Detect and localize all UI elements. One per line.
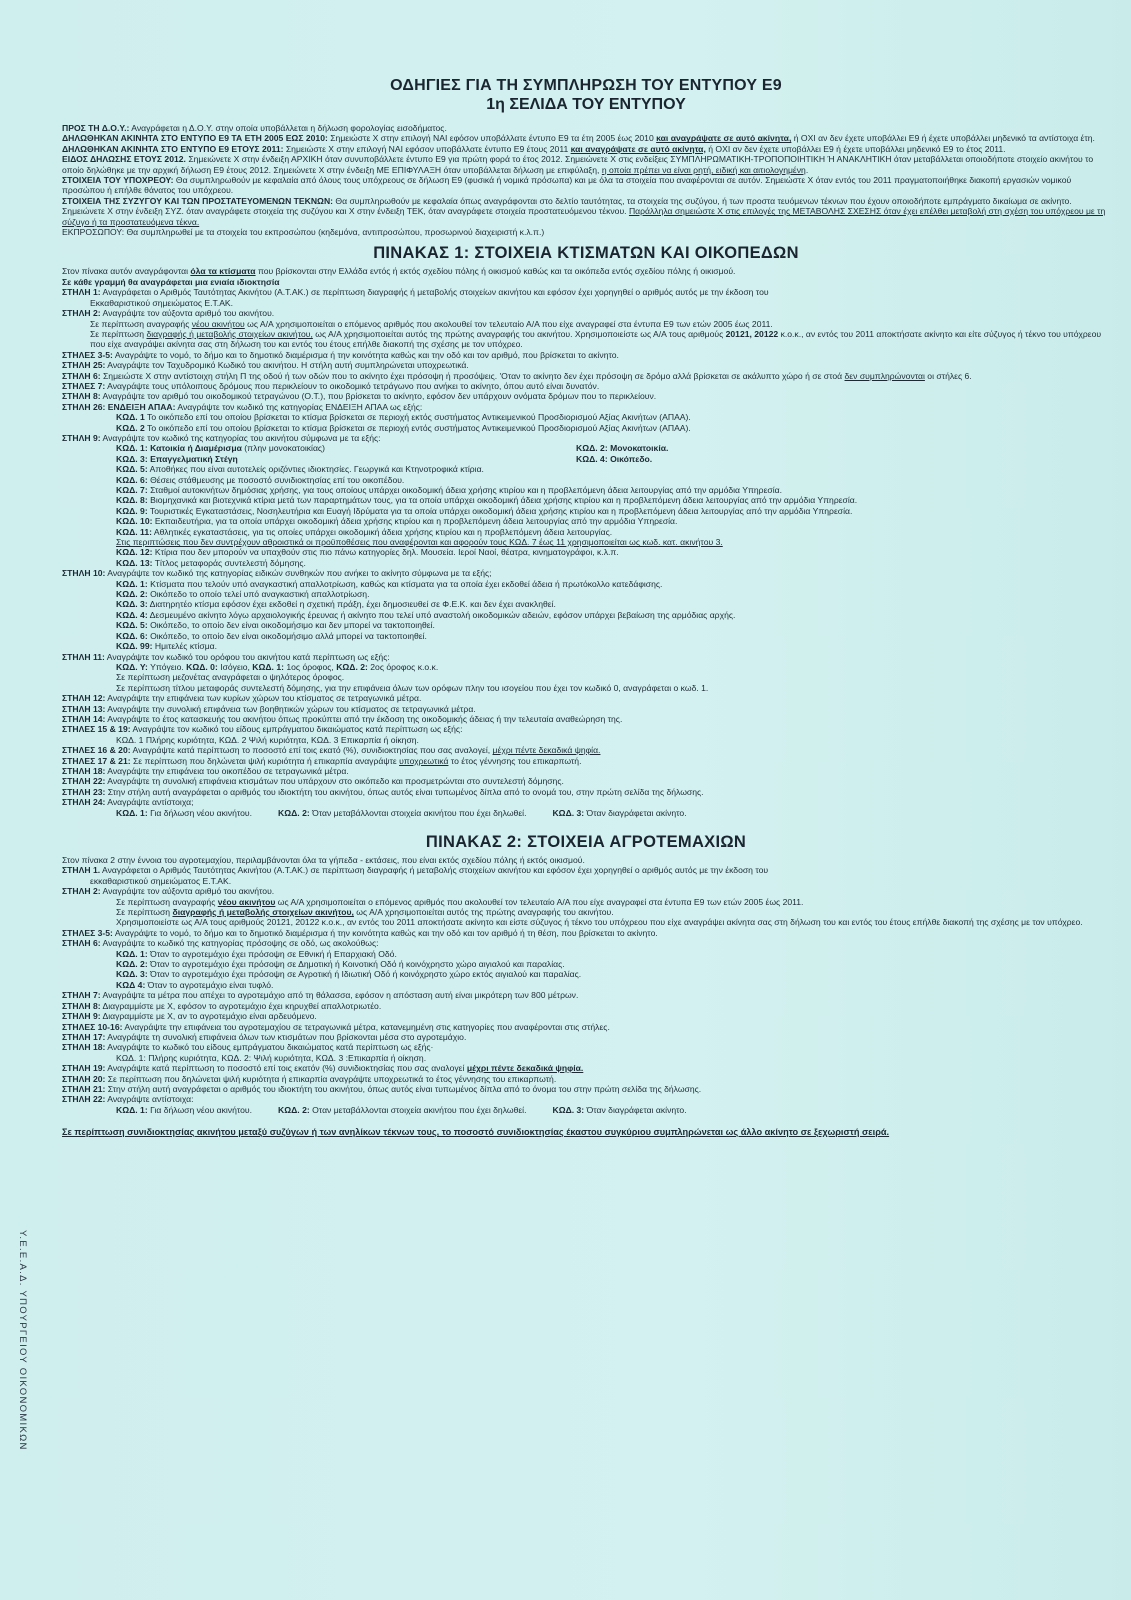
text: νέου ακινήτου (217, 896, 276, 907)
intro-tail: . (805, 164, 809, 175)
code-line: ΚΩΔ. 1: Πλήρης κυριότητα, ΚΩΔ. 2: Ψιλή κυριότητα, ΚΩΔ. 3 :Επικαρπία ή οίκηση. (116, 1052, 427, 1063)
column-instruction-cont: Εκκαθαριστικού σημειώματος Ε.Τ.ΑΚ. (90, 297, 234, 308)
code-line (62, 641, 1110, 651)
text: Διατηρητέο κτίσμα εφόσον έχει εκδοθεί η σχετική πράξη, έχει δημοσιευθεί σε Φ.Ε.Κ. και δεν έχει ανακληθεί. (147, 599, 556, 610)
column-instruction (62, 990, 1110, 1000)
code-pair-right: ΚΩΔ. 2: Μονοκατοικία. (576, 443, 669, 454)
column-instruction (62, 287, 1110, 297)
intro-paragraph (62, 144, 1110, 154)
code-label: ΚΩΔ 4: (116, 979, 146, 990)
column-lead: ΣΤΗΛΗ 18: (62, 765, 106, 776)
text: Αναγράψτε τον κωδικό της κατηγορίας του ακινήτου σύμφωνα με τα εξής: (100, 432, 381, 443)
column-instruction (62, 886, 1110, 896)
text: οι στήλες 6. (924, 370, 972, 381)
text: Τίτλος μεταφοράς συντελεστή δόμησης. (152, 557, 306, 568)
intro-underlined: και αναγράψατε σε αυτό ακίνητα, (570, 143, 706, 154)
intro-lead: ΠΡΟΣ ΤΗ Δ.Ο.Υ.: (62, 123, 130, 133)
text: Στον πίνακα αυτόν αναγράφονται (62, 266, 191, 277)
code-line (62, 506, 1110, 516)
code-line (62, 969, 1110, 979)
text: Αναγράψτε τον κωδικό του είδους εμπράγματου δικαιώματος κατά περίπτωση ως εξής: (130, 724, 463, 735)
text: Αναγράψτε τον κωδικό της κατηγορίας ειδικών συνθηκών που ανήκει το ακίνητο σύμφωνα με τα εξής; (105, 568, 492, 579)
code-line (62, 412, 1110, 422)
intro-paragraph (62, 123, 1110, 133)
table2-intro: Στον πίνακα 2 στην έννοια του αγροτεμαχίου, περιλαμβάνονται όλα τα γήπεδα - εκτάσεις, που είναι εκτός σχεδίου πόλης ή εκτός οικισμού. (62, 855, 585, 865)
column-instruction (62, 724, 1110, 734)
column-instruction (62, 1032, 1110, 1042)
intro-lead: ΣΤΟΙΧΕΙΑ ΤΗΣ ΣΥΖΥΓΟΥ ΚΑΙ ΤΩΝ ΠΡΟΣΤΑΤΕΥΟΜΕΝΩΝ ΤΕΚΝΩΝ: (62, 195, 334, 206)
column-lead: ΣΤΗΛΗ 9: (62, 1011, 101, 1022)
intro-paragraph (62, 227, 1110, 237)
column-lead: ΣΤΗΛΗ 24: (62, 797, 106, 808)
column-lead: ΣΤΗΛΗ 7: (62, 990, 101, 1001)
column-lead: ΣΤΗΛΗ 11: (62, 651, 105, 662)
code-label: ΚΩΔ. 7: (116, 485, 148, 495)
text: Δεσμευμένο ακίνητο λόγω αρχαιολογικής έρευνας ή ακίνητο που τελεί υπό αναστολή οικοδομικών αδειών, εφόσον υπάρχει βεβαίωση της αρμόδιας αρχής. (147, 609, 736, 620)
column-lead: ΣΤΗΛΕΣ 10-16: (62, 1021, 123, 1032)
text: Οικόπεδο, το οποίο δεν είναι οικοδομήσιμο αλλά μπορεί να τακτοποιηθεί. (147, 630, 427, 641)
column-lead: ΣΤΗΛΕΣ 3-5: (62, 927, 113, 938)
code-pair-row (62, 443, 1110, 453)
column-instruction (62, 745, 1110, 755)
code-label: ΚΩΔ. 99: (116, 641, 153, 652)
column-lead: ΣΤΗΛΗ 14: (62, 713, 106, 724)
code-line (62, 485, 1110, 495)
column-instruction (62, 1074, 1110, 1084)
text: διαγραφής ή μεταβολής στοιχείων ακινήτου, (146, 328, 313, 339)
code-label: ΚΩΔ. 5: (116, 464, 148, 475)
intro-paragraph (62, 196, 1110, 227)
code-line (62, 631, 1110, 641)
column-lead: ΣΤΗΛΕΣ 15 & 19: (62, 724, 131, 735)
column-instruction (62, 350, 1110, 360)
text: Κτίρια που δεν μπορούν να υπαχθούν στις πιο πάνω κατηγορίες δηλ. Μουσεία. Ιεροί Ναοί, θέατρα, κινηματογράφοι, κ.λ.π. (152, 547, 619, 558)
table1-heading: ΠΙΝΑΚΑΣ 1: ΣΤΟΙΧΕΙΑ ΚΤΙΣΜΑΤΩΝ ΚΑΙ ΟΙΚΟΠΕΔΩΝ (373, 244, 799, 263)
instructions-content (62, 76, 1110, 1139)
column-instruction (62, 1001, 1110, 1011)
column-instruction-cont (62, 907, 1110, 917)
column-lead: ΣΤΗΛΗ 17: (62, 1031, 106, 1042)
code-line (62, 464, 1110, 474)
text: Αναγράψτε τη συνολική επιφάνεια κτισμάτων που υπάρχουν στο οικόπεδο και προσμετρώνται στο συντελεστή δόμησης. (105, 776, 564, 787)
text: Αναγράψτε τον κωδικό της κατηγορίας ΕΝΔΕΙΞΗ ΑΠΑΑ ως εξής: (175, 401, 423, 412)
column-lead: ΣΤΗΛΗ 1. (62, 865, 101, 876)
code-label: ΚΩΔ. 10: (116, 516, 153, 527)
code-row (62, 808, 1110, 818)
code-line (62, 959, 1110, 969)
column-instruction (62, 714, 1110, 724)
text: Αναγράψτε κατά περίπτωση το ποσοστό επί τοις εκατό (%), συνιδιοκτησίας που σας αναλογεί, (130, 745, 493, 756)
code-item (552, 808, 686, 818)
code-label: ΚΩΔ. 3: (116, 599, 148, 610)
intro-text: Θα συμπληρωθούν με κεφαλαία όπως αναγράφονται στο δελτίο ταυτότητας, τα στοιχεία της συζύγου, ή των προστα τευόμενων τέκνων που έχουν οποιοδήποτε εμπράγματο δικαίωμα σε ακίνητο. Σημειώνετε Χ στην ένδειξη ΣΥΖ. όταν αναγράφετε στοιχεία της συζύγου και Χ στην ένδειξη ΤΕΚ, όταν αναγράφετε στοιχεία προστατευόμενου τέκνου. (62, 195, 1072, 217)
column-instruction (62, 1011, 1110, 1021)
code-pair-left (116, 443, 576, 453)
text: Αναγράψτε την επιφάνεια των κυρίων χώρων του κτίσματος σε τετραγωνικά μέτρα. (105, 693, 422, 704)
text: Οταν μεταβάλλονται στοιχεία ακινήτου που έχει δηλωθεί. (309, 1104, 527, 1115)
code-line (62, 547, 1110, 557)
text: Σε περίπτωση αναγραφής (90, 318, 192, 329)
code-label: ΚΩΔ. 11: (116, 526, 152, 537)
code-line (62, 475, 1110, 485)
text: Διαγραμμίστε με Χ, εφόσον το αγροτεμάχιο έχει κηρυχθεί απαλλοτριωτέο. (100, 1000, 382, 1011)
column-instruction-cont: εκκαθαριστικού σημειώματος Ε.Τ.ΑΚ. (90, 875, 232, 886)
column-instruction (62, 1063, 1110, 1073)
column-instruction (62, 704, 1110, 714)
text: ως Α/Α χρησιμοποιείται ο επόμενος αριθμός που ακολουθεί τον τελευταίο Α/Α που είχε αναγραφεί στα έντυπα Ε9 των ετών 2005 έως 2011. (244, 318, 773, 329)
intro-text: ΕΚΠΡΟΣΩΠΟΥ: Θα συμπληρωθεί με τα στοιχεία του εκπροσώπου (κηδεμόνα, αντιπροσώπου, προσωρινού διαχειριστή κ.λ.π.) (62, 227, 545, 238)
text: Ισόγειο, (217, 661, 253, 672)
text: Αναγράψτε αντίστοιχα: (105, 1094, 194, 1105)
column-lead: ΣΤΗΛΗ 25: (62, 360, 106, 371)
code-row (62, 1105, 1110, 1115)
text: όλα τα κτίσματα (190, 266, 256, 277)
text: Βιομηχανικά και βιοτεχνικά κτίρια μετά των παραρτημάτων τους, για τα οποία υπάρχει οικοδομική άδεια χρήσης κτιρίου και η προβλεπόμενη άδεια λειτουργίας από την αρμόδια Υπηρεσία. (147, 495, 858, 506)
text: Υπόγειο. (147, 661, 187, 672)
text: διαγραφής ή μεταβολής στοιχείων ακινήτου, (172, 907, 354, 918)
final-note: Σε περίπτωση συνιδιοκτησίας ακινήτου μεταξύ συζύγων ή των ανηλίκων τέκνων τους, το ποσοστό συνιδιοκτησίας έκαστου συγκύριου συμπληρώνεται ως άλλο ακίνητο σε ξεχωριστή σειρά. (62, 1127, 890, 1138)
text: Όταν μεταβάλλονται στοιχεία ακινήτου που έχει δηλωθεί. (309, 807, 527, 818)
text: Αναγράψτε τον αριθμό του οικοδομικού τετραγώνου (Ο.Τ.), που βρίσκεται το ακίνητο, εφόσον δεν υπάρχουν ονόματα δρόμων που το περικλείουν. (100, 391, 657, 402)
column-lead: ΣΤΗΛΗ 8: (62, 1000, 101, 1011)
text: Τουριστικές Εγκαταστάσεις, Νοσηλευτήρια και Ευαγή Ιδρύματα για τα οποία υπάρχει οικοδομική άδεια χρήσης κτιρίου και η προβλεπόμενη άδεια λειτουργίας από την αρμόδια Υπηρεσία. (147, 505, 853, 516)
column-instruction (62, 360, 1110, 370)
intro-lead: ΔΗΛΩΘΗΚΑΝ ΑΚΙΝΗΤΑ ΣΤΟ ΕΝΤΥΠΟ Ε9 ΕΤΟΥΣ 2011: (62, 143, 284, 154)
text: Αναγράψτε τη συνολική επιφάνεια όλων των κτισμάτων που βρίσκονται μέσα στο αγροτεμάχιο. (105, 1031, 467, 1042)
text: Για δήλωση νέου ακινήτου. (147, 1104, 253, 1115)
intro-text: Σημειώστε Χ στην επιλογή ΝΑΙ εφόσον υποβάλλατε έντυπο Ε9 έτους 2011 (283, 143, 571, 154)
column-lead: ΣΤΗΛΗ 26: ΕΝΔΕΙΞΗ ΑΠΑΑ: (62, 401, 176, 412)
column-lead: ΣΤΗΛΗ 21: (62, 1083, 106, 1094)
code-label: ΚΩΔ. 1: (116, 948, 148, 959)
intro-text: Αναγράφεται η Δ.Ο.Υ. στην οποία υποβάλλεται η δήλωση φορολογίας εισοδήματος. (129, 123, 447, 133)
text: Στην στήλη αυτή αναγράφεται ο αριθμός του ιδιοκτήτη του ακινήτου, όπως αυτός είναι τυπωμένος δίπλα από το όνομα του στην πρώτη σελίδα της δήλωσης. (105, 1083, 702, 1094)
column-instruction (62, 381, 1110, 391)
text: Αναγράψτε την επιφάνεια του αγροτεμαχίου σε τετραγωνικά μέτρα, κατανεμημένη στις κατηγορίες που αναφέρονται στις στήλες. (122, 1021, 610, 1032)
page-title: ΟΔΗΓΙΕΣ ΓΙΑ ΤΗ ΣΥΜΠΛΗΡΩΣΗ ΤΟΥ ΕΝΤΥΠΟΥ Ε9 (390, 77, 782, 94)
text: που βρίσκονται στην Ελλάδα εντός ή εκτός σχεδίου πόλης ή οικισμού καθώς και τα οικόπεδα εντός σχεδίου πόλης ή οικισμού. (255, 266, 736, 277)
text: ως Α/Α χρησιμοποιείται αυτός της πρώτης αναγραφής του ακινήτου. (353, 907, 614, 918)
text: Ημιτελές κτίσμα. (152, 641, 218, 652)
text: Αναγράψτε την επιφάνεια του οικοπέδου σε τετραγωνικά μέτρα. (105, 765, 349, 776)
text: Το οικόπεδο επί του οποίου βρίσκεται το κτίσμα βρίσκεται σε περιοχή εκτός συστήματος Αντικειμενικού Προσδιορισμού Αξίας Ακινήτων (ΑΠΑΑ). (144, 412, 691, 423)
column-lead: ΣΤΗΛΗ 1: (62, 287, 101, 298)
intro-underlined: Παράλληλα σημειώστε Χ στις επιλογές της ΜΕΤΑΒΟΛΗΣ ΣΧΕΣΗΣ όταν έχει επέλθει μεταβολή στη σχέση του υπόχρεου με τη σύζυγο ή τα προστατευόμενα τέκνα. (62, 206, 1106, 227)
code-label: ΚΩΔ. 8: (116, 495, 148, 506)
code-line (62, 662, 1110, 672)
text: Αναγράψτε το νομό, το δήμο και το δημοτικό διαμέρισμα ή την κοινότητα καθώς και την οδό και τον αριθμό, που βρίσκεται το ακίνητο. (112, 349, 619, 360)
text: Σε περίπτωση (116, 907, 173, 918)
text: Διαγραμμίστε με Χ, αν το αγροτεμάχιο είναι αρδευόμενο. (100, 1011, 317, 1022)
code-label: ΚΩΔ. Υ: (116, 661, 148, 672)
column-instruction (62, 308, 1110, 318)
column-instruction (62, 1042, 1110, 1052)
code-line (62, 980, 1110, 990)
column-lead: ΣΤΗΛΕΣ 3-5: (62, 349, 113, 360)
text: Αναγράψτε τα μέτρα που απέχει το αγροτεμάχιο από τη θάλασσα, εφόσον η απόσταση αυτή είναι μικρότερη των 800 μέτρων. (100, 990, 579, 1001)
intro-paragraph (62, 154, 1110, 175)
column-lead: ΣΤΗΛΗ 2: (62, 308, 101, 319)
code-item (278, 1105, 526, 1115)
text: ως Α/Α χρησιμοποιείται αυτός της πρώτης αναγραφής του ακινήτου. Χρησιμοποιείστε ως Α/Α τους αριθμούς (312, 328, 726, 339)
column-lead: ΣΤΗΛΗ 18: (62, 1042, 106, 1053)
column-instruction-cont: Χρησιμοποιείστε ως Α/Α τους αριθμούς 20121, 20122 κ.ο.κ., αν εντός του 2011 αποκτήσατε ακίνητο και είστε σύζυγος ή τέκνο του υπόχρεου που είχε αναγράψει ακίνητα σας στη δήλωση του και εντός του έτους επήλθε διακοπή της σχέσης με τον υπόχρεο. (116, 917, 1083, 928)
intro-tail: ή ΟΧΙ αν δεν έχετε υποβάλλει Ε9 ή έχετε υποβάλλει μηδενικό Ε9 το έτος 2011. (705, 143, 1006, 154)
column-lead: ΣΤΗΛΗ 22: (62, 776, 106, 787)
text: 2ος όροφος κ.ο.κ. (367, 661, 439, 672)
column-lead: ΣΤΗΛΗ 6: (62, 370, 101, 381)
code-line (62, 599, 1110, 609)
column-instruction (62, 652, 1110, 662)
column-instruction (62, 433, 1110, 443)
column-instruction (62, 693, 1110, 703)
code-label: ΚΩΔ. 1: (252, 661, 284, 672)
code-label: ΚΩΔ. 12: (116, 547, 153, 558)
column-instruction (62, 928, 1110, 938)
column-lead: ΣΤΗΛΗ 10: (62, 568, 106, 579)
text: Αναγράψτε τον κωδικό του ορόφου του ακινήτου κατά περίπτωση ως εξής: (104, 651, 390, 662)
intro-text: Θα συμπληρωθούν με κεφαλαία από όλους τους υπόχρεους σε δήλωση Ε9 (φυσικά ή νομικά πρόσωπα) και με όλα τα στοιχεία που αναφέρονται σε αυτόν. Σημειώστε Χ όταν εντός του 2011 πραγματοποιήθηκε διακοπή εργασιών νομικού προσώπου ή επήλθε θάνατος του υπόχρεου. (62, 175, 1072, 196)
column-lead: ΣΤΗΛΗ 12: (62, 693, 106, 704)
column-instruction (62, 938, 1110, 948)
code-label: ΚΩΔ. 6: (116, 630, 148, 641)
code-pair-left: ΚΩΔ. 3: Επαγγελματική Στέγη (116, 453, 238, 464)
text: νέου ακινήτου (191, 318, 245, 329)
text: Αναγράψτε το έτος κατασκευής του ακινήτου όπως προκύπτει από την έκδοση της οικοδομικής άδειας ή την τελευταία αναθεώρηση της. (105, 713, 623, 724)
text: Αναγράψτε την συνολική επιφάνεια των βοηθητικών χώρων του κτίσματος σε τετραγωνικά μέτρα. (105, 703, 476, 714)
text: Σε περίπτωση αναγραφής (116, 896, 218, 907)
table2-section (62, 855, 1110, 1115)
text: (πλην μονοκατοικίας) (241, 443, 325, 454)
text: Αναγράφεται ο Αριθμός Ταυτότητας Ακινήτου (Α.Τ.ΑΚ.) σε περίπτωση διαγραφής ή μεταβολής στοιχείων ακινήτου και εφόσον έχει χορηγηθεί ο αριθμός αυτός με την έκδοση του (100, 865, 769, 876)
code-label: ΚΩΔ. 4: (116, 609, 148, 620)
text: Αναγράψτε τον αύξοντα αριθμό του ακινήτου. (100, 308, 275, 319)
text: Οικόπεδο, το οποίο δεν είναι οικοδομήσιμο και δεν μπορεί να τακτοποιηθεί. (147, 620, 435, 631)
intro-tail: ή ΟΧΙ αν δεν έχετε υποβάλλει Ε9 ή έχετε υποβάλλει μηδενικό τα αντίστοιχα έτη. (791, 133, 1095, 144)
code-label: ΚΩΔ. 2: (116, 959, 148, 970)
table1-intro (62, 266, 1110, 276)
column-instruction (62, 787, 1110, 797)
code-label: ΚΩΔ. 5: (116, 620, 148, 631)
table2-heading: ΠΙΝΑΚΑΣ 2: ΣΤΟΙΧΕΙΑ ΑΓΡΟΤΕΜΑΧΙΩΝ (425, 833, 747, 851)
column-instruction (62, 391, 1110, 401)
text: Το οικόπεδο επί του οποίου βρίσκεται το κτίσμα βρίσκεται σε περιοχή εντός συστήματος Αντικειμενικού Προσδιορισμού Αξίας Ακινήτων (ΑΠΑΑ). (144, 422, 691, 433)
code-line: ΚΩΔ. 1 Πλήρης κυριότητα, ΚΩΔ. 2 Ψιλή κυριότητα, ΚΩΔ. 3 Επικαρπία ή οίκηση. (116, 734, 419, 745)
column-instruction (62, 1022, 1110, 1032)
text: το έτος γέννησης του επικαρπωτή. (448, 755, 582, 766)
code-label: ΚΩΔ. 3: (116, 969, 148, 980)
column-lead: ΣΤΗΛΗ 13: (62, 703, 106, 714)
text: Αναγράψτε το νομό, το δήμο και το δημοτικό διαμέρισμα ή την κοινότητα καθώς και την οδό και τον αριθμό ή τη θέση, που βρίσκεται το ακίνητο. (112, 927, 658, 938)
code-label: ΚΩΔ. 1: (116, 578, 148, 589)
column-instruction (62, 568, 1110, 578)
text: υποχρεωτικά (399, 755, 449, 766)
column-instruction (62, 1094, 1110, 1104)
column-lead: ΣΤΗΛΗ 2: (62, 886, 101, 897)
code-line (62, 949, 1110, 959)
code-line (62, 527, 1110, 537)
column-instruction (62, 776, 1110, 786)
code-line: Σε περίπτωση μεζονέτας αναγράφεται ο ψηλότερος όροφος. (116, 672, 345, 683)
column-lead: ΣΤΗΛΗ 9: (62, 432, 101, 443)
column-instruction-cont (62, 329, 1110, 350)
page-subtitle: 1η ΣΕΛΙΔΑ ΤΟΥ ΕΝΤΥΠΟΥ (486, 96, 686, 113)
intro-section (62, 123, 1110, 237)
code-line (62, 620, 1110, 630)
code-label: ΚΩΔ. 2: (278, 1104, 310, 1115)
intro-lead: ΕΙΔΟΣ ΔΗΛΩΣΗΣ ΕΤΟΥΣ 2012. (62, 154, 186, 165)
code-note: Στις περιπτώσεις που δεν συντρέχουν αθροιστικά οι προϋποθέσεις που αναφέρονται και αφορούν τους ΚΩΔ. 7 έως 11 χρησιμοποιείται ως κωδ. κατ. ακινήτου 3. (116, 537, 723, 548)
intro-lead: ΣΤΟΙΧΕΙΑ ΤΟΥ ΥΠΟΧΡΕΟΥ: (62, 175, 174, 186)
column-instruction (62, 371, 1110, 381)
text: Αναγράψτε τους υπόλοιπους δρόμους που περικλείουν το οικοδομικό τετράγωνο που ανήκει το ακίνητο, όπου αυτό είναι δυνατόν. (105, 380, 600, 391)
text: Αθλητικές εγκαταστάσεις, για τις οποίες υπάρχει οικοδομική άδεια χρήσης κτιρίου και η προβλεπόμενη άδεια λειτουργίας. (152, 526, 613, 537)
text: Αναγράψτε κατά περίπτωση το ποσοστό επί τοις εκατόν (%) συνιδιοκτησίας που σας αναλογεί (105, 1063, 467, 1074)
column-instruction (62, 1084, 1110, 1094)
text: Αναγράφεται ο Αριθμός Ταυτότητας Ακινήτου (Α.Τ.ΑΚ.) σε περίπτωση διαγραφής ή μεταβολής στοιχείων ακινήτου και εφόσον έχει χορηγηθεί ο αριθμός αυτός με την έκδοση του (100, 287, 769, 298)
text: Όταν το αγροτεμάχιο έχει πρόσοψη σε Αγροτική ή Ιδιωτική Οδό ή κοινόχρηστο χώρο εκτός αιγιαλού και παραλίας. (147, 969, 582, 980)
column-lead: ΣΤΗΛΗ 22: (62, 1094, 106, 1105)
code-label: ΚΩΔ. 2 (116, 422, 145, 433)
code-label: ΚΩΔ. 9: (116, 505, 148, 516)
code-pair-row (62, 454, 1110, 464)
side-publisher-text: Υ.Ε.Ε.Α.Δ. ΥΠΟΥΡΓΕΙΟΥ ΟΙΚΟΝΟΜΙΚΩΝ (17, 1230, 28, 1451)
text: Σταθμοί αυτοκινήτων δημόσιας χρήσης, για τους οποίους υπάρχει οικοδομική άδεια χρήσης κτιρίου και η προβλεπόμενη άδεια λειτουργίας από την αρμόδια Υπηρεσία. (147, 485, 782, 495)
text: Σε περίπτωση που δηλώνεται ψιλή κυριότητα ή επικαρπία αναγράψτε (130, 755, 400, 766)
column-lead: ΣΤΗΛΕΣ 17 & 21: (62, 755, 131, 766)
code-pair-right: ΚΩΔ. 4: Οικόπεδο. (576, 453, 653, 464)
column-lead: ΣΤΗΛΕΣ 16 & 20: (62, 745, 131, 756)
code-line (62, 516, 1110, 526)
intro-paragraph (62, 133, 1110, 143)
text: 1ος όροφος, (283, 661, 337, 672)
code-line (62, 579, 1110, 589)
text: μέχρι πέντε δεκαδικά ψηφία. (466, 1063, 584, 1074)
text: Αναγράψτε το κωδικό της κατηγορίας πρόσοψης σε οδό, ως ακολούθως: (100, 938, 379, 949)
column-instruction (62, 402, 1110, 412)
column-lead: ΣΤΗΛΗ 8: (62, 391, 101, 402)
code-item (278, 808, 526, 818)
intro-text: Σημειώστε Χ στην επιλογή ΝΑΙ εφόσον υποβάλλατε έντυπο Ε9 τα έτη 2005 έως 2010 (327, 133, 657, 144)
text: Όταν το αγροτεμάχιο έχει πρόσοψη σε Εθνική ή Επαρχιακή Οδό. (147, 948, 397, 959)
text: Εκπαιδευτήρια, για τα οποία υπάρχει οικοδομική άδεια χρήσης κτιρίου και η προβλεπόμενη άδεια λειτουργίας από την αρμόδια Υπηρεσία. (152, 516, 678, 527)
intro-lead: ΔΗΛΩΘΗΚΑΝ ΑΚΙΝΗΤΑ ΣΤΟ ΕΝΤΥΠΟ Ε9 ΤΑ ΕΤΗ 2005 ΕΩΣ 2010: (62, 133, 328, 144)
text: Όταν το αγροτεμάχιο είναι τυφλό. (145, 979, 274, 990)
column-lead: ΣΤΗΛΕΣ 7: (62, 380, 106, 391)
code-item (116, 1105, 252, 1115)
text: Κτίσματα που τελούν υπό αναγκαστική απαλλοτρίωση, καθώς και κτίσματα για τα οποία έχει εκδοθεί άδεια ή πρωτόκολλο κατεδάφισης. (147, 578, 663, 589)
code-item (116, 808, 252, 818)
code-line (62, 495, 1110, 505)
column-lead: ΣΤΗΛΗ 6: (62, 938, 101, 949)
code-label: ΚΩΔ. 1: (116, 807, 148, 818)
intro-underlined: η οποία πρέπει να είναι ρητή, ειδική και αιτιολογημένη (601, 164, 806, 175)
text: δεν συμπληρώνονται (844, 370, 925, 381)
column-lead: ΣΤΗΛΗ 20: (62, 1073, 106, 1084)
code-line (62, 423, 1110, 433)
table1-rule: Σε κάθε γραμμή θα αναγράφεται μια ενιαία ιδιοκτησία (62, 276, 280, 287)
text: Στην στήλη αυτή αναγράφεται ο αριθμός του ιδιοκτήτη του ακινήτου, όπως αυτός είναι τυπωμένος δίπλα από το ονομά του, στην πρώτη σελίδα της δήλωσης. (105, 786, 704, 797)
text: Αποθήκες που είναι αυτοτελείς οριζόντιες ιδιοκτησίες. Γεωργικά και Κτηνοτροφικά κτίρια. (147, 464, 484, 475)
code-line (62, 610, 1110, 620)
intro-underlined: και αναγράψατε σε αυτό ακίνητα, (656, 133, 792, 144)
text: Όταν διαγράφεται ακίνητο. (584, 1104, 687, 1115)
text: Για δήλωση νέου ακινήτου. (147, 807, 253, 818)
text: Αναγράψτε αντίστοιχα; (105, 797, 194, 808)
text: μέχρι πέντε δεκαδικά ψηφία. (492, 745, 601, 756)
text: 20121, 20122 (725, 328, 779, 339)
code-label: ΚΩΔ. 2: (116, 589, 148, 600)
code-item (552, 1105, 686, 1115)
text: Σε περίπτωση (90, 328, 147, 339)
code-label: ΚΩΔ. 3: (552, 807, 585, 818)
code-line (62, 589, 1110, 599)
code-label: ΚΩΔ. 1 (116, 412, 145, 423)
text: Σημειώστε Χ στην αντίστοιχη στήλη Π της οδού ή των οδών που το ακίνητο έχει πρόσοψη ή προσόψεις. 'Οταν το ακίνητο δεν έχει πρόσοψη σε δρόμο αλλά βρίσκεται σε ακάλυπτο χώρο ή σε στοά (100, 370, 845, 381)
column-instruction (62, 756, 1110, 766)
column-instruction-cont (62, 897, 1110, 907)
text: Θέσεις στάθμευσης με ποσοστό συνιδιοκτησίας επί του οικοπέδου. (147, 474, 405, 485)
text: ως Α/Α χρησιμοποιείται ο επόμενος αριθμός που ακολουθεί τον τελευταίο Α/Α που είχε αναγραφεί στα έντυπα Ε9 των ετών 2005 έως 2011. (275, 896, 804, 907)
column-lead: ΣΤΗΛΗ 19: (62, 1063, 106, 1074)
column-instruction (62, 797, 1110, 807)
column-instruction (62, 865, 1110, 875)
text: Όταν το αγροτεμάχιο έχει πρόσοψη σε Δημοτική ή Κοινοτική Οδό ή κοινόχρηστο χώρο αιγιαλού και παραλίας. (147, 959, 565, 970)
text: Αναγράψτε τον αύξοντα αριθμό του ακινήτου. (100, 886, 275, 897)
code-label: ΚΩΔ. 2: (336, 661, 368, 672)
code-label: ΚΩΔ. 13: (116, 557, 153, 568)
text: Αναγράψτε τον Ταχυδρομικό Κωδικό του ακινήτου. Η στήλη αυτή συμπληρώνεται υποχρεωτικά. (105, 360, 469, 371)
text: Αναγράψτε το κωδικό του είδους εμπράγματου δικαιώματος κατά περίπτωση ως εξής· (105, 1042, 434, 1053)
text: Σε περίπτωση που δηλώνεται ψιλή κυριότητα ή επικαρπία αναγράψτε υποχρεωτικά το έτος γέννησης του επικαρπωτή. (105, 1073, 557, 1084)
column-instruction-cont (62, 319, 1110, 329)
code-label: ΚΩΔ. 3: (552, 1104, 585, 1115)
code-line: Σε περίπτωση τίτλου μεταφοράς συντελεστή δόμησης, για την επιφάνεια όλων των ορόφων πλην του ισογείου που έχει τον κωδικό 0, αναγράφεται ο κωδ. 1. (116, 682, 709, 693)
column-instruction (62, 766, 1110, 776)
code-line (62, 558, 1110, 568)
table1-section (62, 266, 1110, 818)
code-label: ΚΩΔ. 2: (278, 807, 310, 818)
intro-paragraph (62, 175, 1110, 196)
intro-text: Σημειώνετε Χ στην ένδειξη ΑΡΧΙΚΗ όταν συνυποβάλλετε έντυπο Ε9 για πρώτη φορά το έτος 2012. Σημειώνετε Χ στις ενδείξεις ΣΥΜΠΛΗΡΩΜΑΤΙΚΗ-ΤΡΟΠΟΠΟΙΗΤΙΚΗ Ή ΑΝΑΚΛΗΤΙΚΗ όταν μεταβάλλεται οποιοδήποτε στοιχείο ακινήτου το οποίο δηλώθηκε με την αρχική δήλωση Ε9 έτους 2012. Σημειώνετε Χ στην ένδειξη ΜΕ ΕΠΙΦΥΛΑΞΗ όταν υποβάλλεται δήλωση με επιφύλαξη, (62, 154, 1094, 175)
column-lead: ΣΤΗΛΗ 23: (62, 786, 106, 797)
text: κ.ο.κ., αν εντός του 2011 αποκτήσατε ακίνητο και είτε σύζυγος ή τέκνο του υπόχρεου που είχε αναγράψει ακίνητα σας στη δήλωση του και εντός του έτους επήλθε διακοπή της σχέσης με τον υπόχρεο. (90, 328, 1102, 350)
code-label: ΚΩΔ. 1: (116, 1104, 148, 1115)
code-label: ΚΩΔ. 6: (116, 474, 148, 485)
text: Οικόπεδο το οποίο τελεί υπό αναγκαστική απαλλοτρίωση. (147, 589, 370, 600)
code-label: ΚΩΔ. 1: Κατοικία ή Διαμέρισμα (116, 443, 242, 454)
code-label: ΚΩΔ. 0: (186, 661, 218, 672)
text: Όταν διαγράφεται ακίνητο. (584, 807, 687, 818)
